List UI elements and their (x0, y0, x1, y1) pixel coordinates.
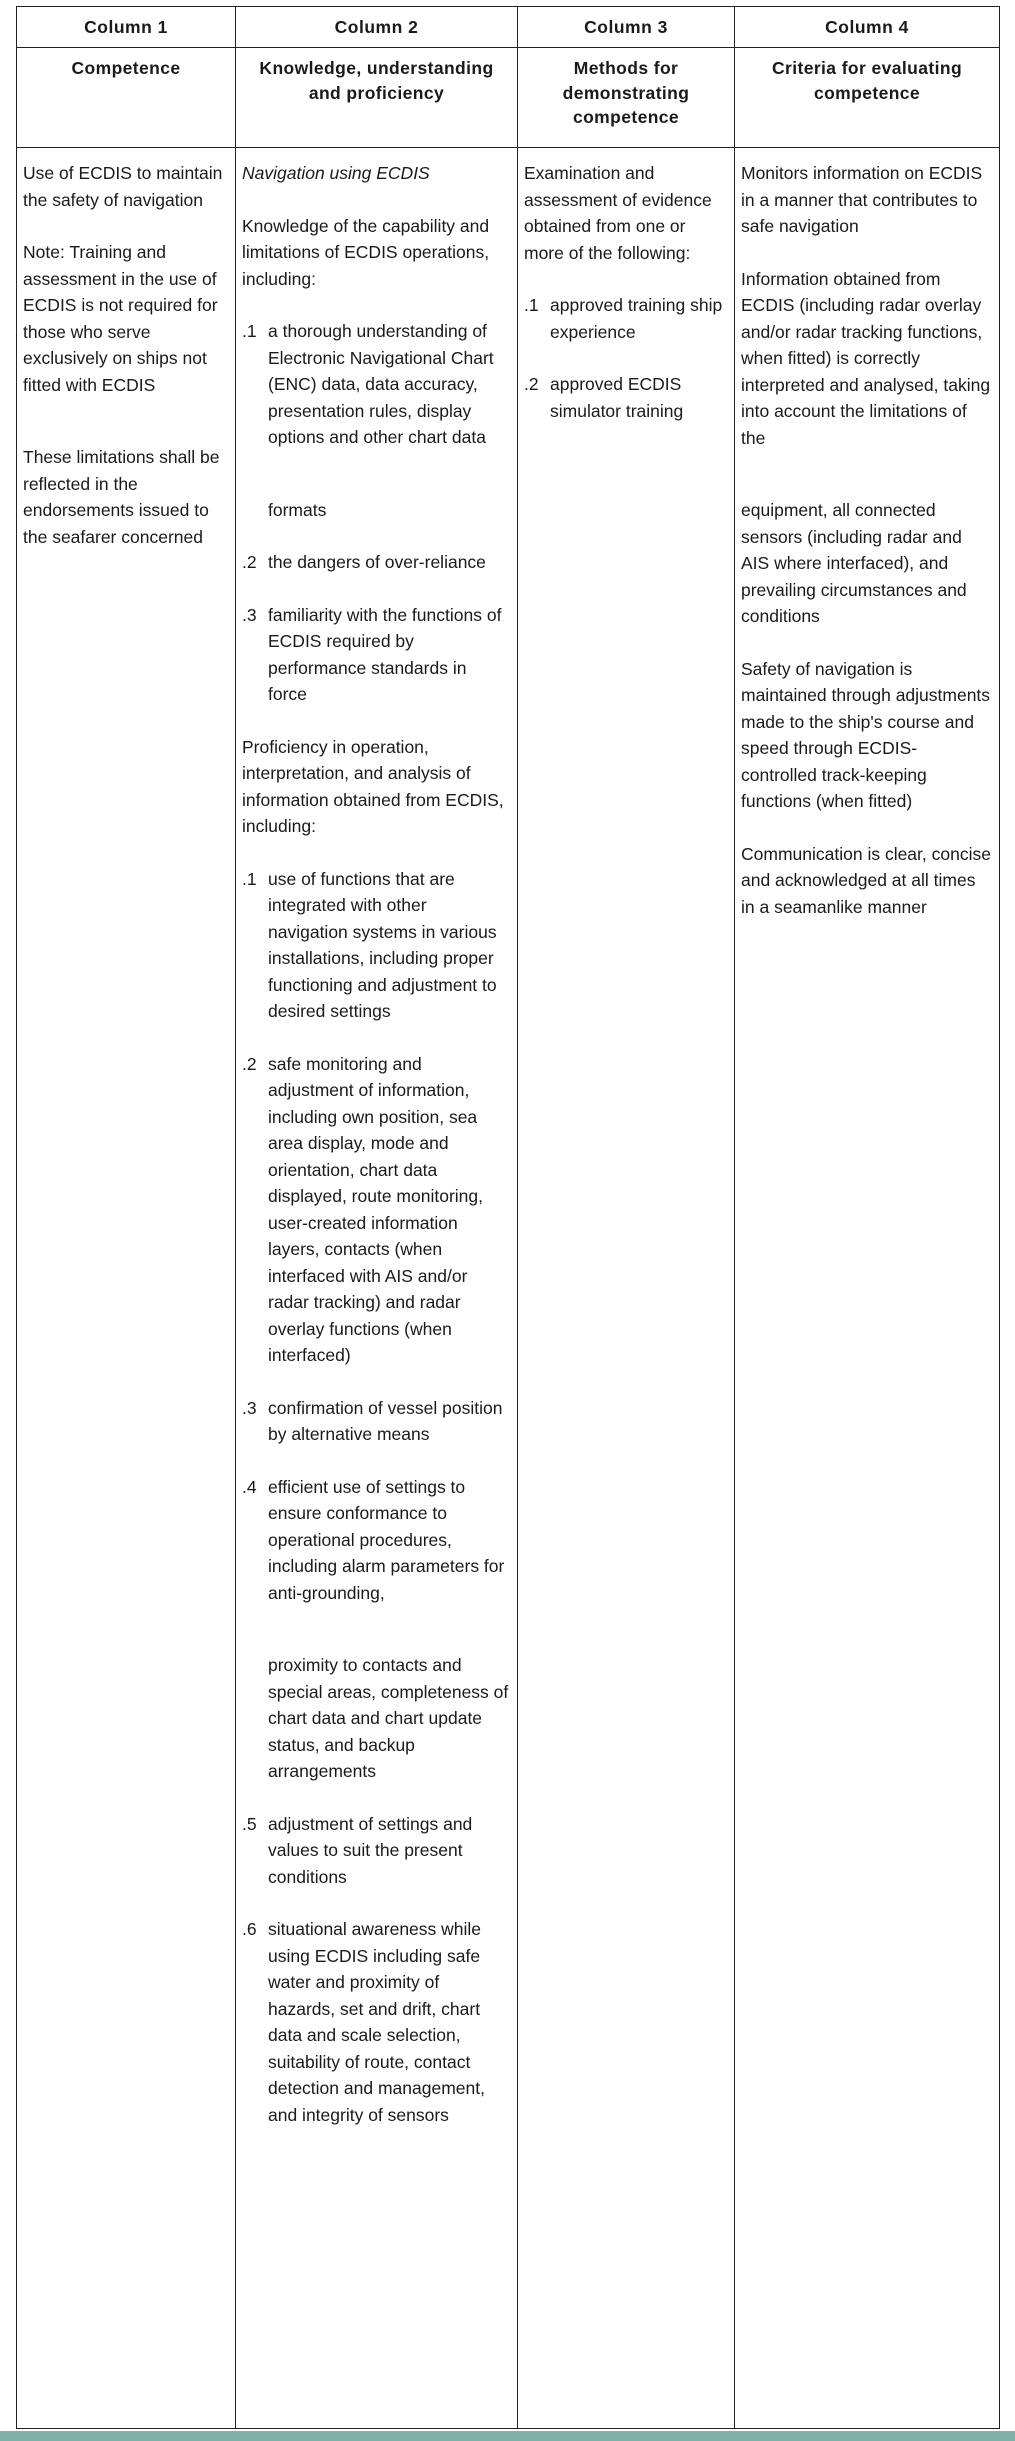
list-item (524, 292, 726, 345)
item-number: .3 (242, 604, 257, 625)
header-knowledge: Knowledge, understanding and proficiency (236, 48, 518, 148)
item-text-continued: formats (268, 499, 327, 520)
list-item (242, 549, 509, 576)
criteria-4: Communication is clear, concise and acknowledged at all times in a seamanlike manner (741, 843, 991, 917)
item-number: .2 (242, 552, 257, 572)
item-number: .1 (242, 321, 257, 341)
competence-table (16, 6, 1000, 2429)
competence-limitations: These limitations shall be reflected in the endorsements issued to the seafarer concerned (23, 447, 220, 547)
competence-text: Use of ECDIS to maintain the safety of navigation (23, 163, 223, 210)
criteria-1: Monitors information on ECDIS in a manner that contributes to safe navigation (741, 163, 983, 236)
item-text: use of functions that are integrated with other navigation systems in various installations, including proper functioning and adjustment to desired settings (268, 868, 497, 1021)
item-text: familiarity with the functions of ECDIS required by performance standards in force (268, 604, 502, 704)
column-number-row (17, 7, 1000, 48)
item-number: .6 (242, 1919, 257, 1939)
cell-methods (518, 148, 735, 2429)
item-number: .5 (242, 1813, 257, 1834)
item-number: .1 (242, 868, 257, 889)
list-item (242, 866, 509, 1025)
criteria-2: Information obtained from ECDIS (including radar overlay and/or radar tracking functions, when fitted) is correctly interpreted and analysed, taking into account the limitations of the (741, 268, 991, 448)
table-row (17, 148, 1000, 2429)
item-text-continued: proximity to contacts and special areas, completeness of chart data and chart update status, and backup arrangements (268, 1655, 509, 1781)
knowledge-intro: Knowledge of the capability and limitations of ECDIS operations, including: (242, 215, 490, 289)
column-number-3: Column 3 (518, 7, 735, 48)
competence-note: Note: Training and assessment in the use of ECDIS is not required for those who serve exclusively on ships not fitted with ECDIS (23, 242, 218, 395)
cell-knowledge (236, 148, 518, 2429)
item-text: approved training ship experience (550, 295, 723, 342)
item-number: .2 (242, 1053, 257, 1074)
list-item (524, 371, 726, 424)
column-number-4: Column 4 (735, 7, 1000, 48)
list-item-continued (242, 497, 509, 524)
proficiency-intro: Proficiency in operation, interpretation, and analysis of information obtained from ECDIS, including: (242, 736, 504, 836)
footer-bar (0, 2431, 1015, 2441)
item-text: efficient use of settings to ensure conformance to operational procedures, including alarm parameters for anti-grounding, (268, 1476, 505, 1603)
item-text: adjustment of settings and values to suit the present conditions (268, 1813, 473, 1887)
item-number: .4 (242, 1476, 257, 1497)
item-text: approved ECDIS simulator training (550, 374, 684, 421)
list-item (242, 318, 509, 451)
item-text: situational awareness while using ECDIS including safe water and proximity of hazards, set and drift, chart data and scale selection, suitability of route, contact detection and management, and integrity of sensors (268, 1919, 485, 2125)
knowledge-heading: Navigation using ECDIS (242, 163, 430, 183)
cell-criteria (735, 148, 1000, 2429)
item-number: .2 (524, 374, 539, 394)
criteria-3: Safety of navigation is maintained through adjustments made to the ship's course and speed through ECDIS-controlled track-keeping functions (when fitted) (741, 658, 991, 811)
item-text: safe monitoring and adjustment of information, including own position, sea area display, mode and orientation, chart data displayed, route monitoring, user-created information layers, contacts (when interfaced with AIS and/or radar tracking) and radar overlay functions (when interfaced) (268, 1053, 483, 1365)
column-number-2: Column 2 (236, 7, 518, 48)
item-text: the dangers of over-reliance (268, 552, 486, 572)
list-item (242, 602, 509, 708)
criteria-2-continued: equipment, all connected sensors (including radar and AIS where interfaced), and prevailing circumstances and conditions (741, 500, 967, 626)
list-item-continued (242, 1652, 509, 1785)
list-item (242, 1051, 509, 1369)
header-criteria: Criteria for evaluating competence (735, 48, 1000, 148)
item-number: .1 (524, 295, 539, 315)
methods-intro: Examination and assessment of evidence obtained from one or more of the following: (524, 163, 712, 263)
item-number: .3 (242, 1397, 257, 1418)
header-competence: Competence (17, 48, 236, 148)
item-text: confirmation of vessel position by alternative means (268, 1397, 503, 1444)
cell-competence (17, 148, 236, 2429)
column-number-1: Column 1 (17, 7, 236, 48)
list-item (242, 1395, 509, 1448)
item-text: a thorough understanding of Electronic Navigational Chart (ENC) data, data accuracy, presentation rules, display options and other chart data (268, 321, 494, 447)
list-item (242, 1474, 509, 1607)
header-row (17, 48, 1000, 148)
list-item (242, 1811, 509, 1891)
header-methods: Methods for demonstrating competence (518, 48, 735, 148)
list-item (242, 1916, 509, 2128)
